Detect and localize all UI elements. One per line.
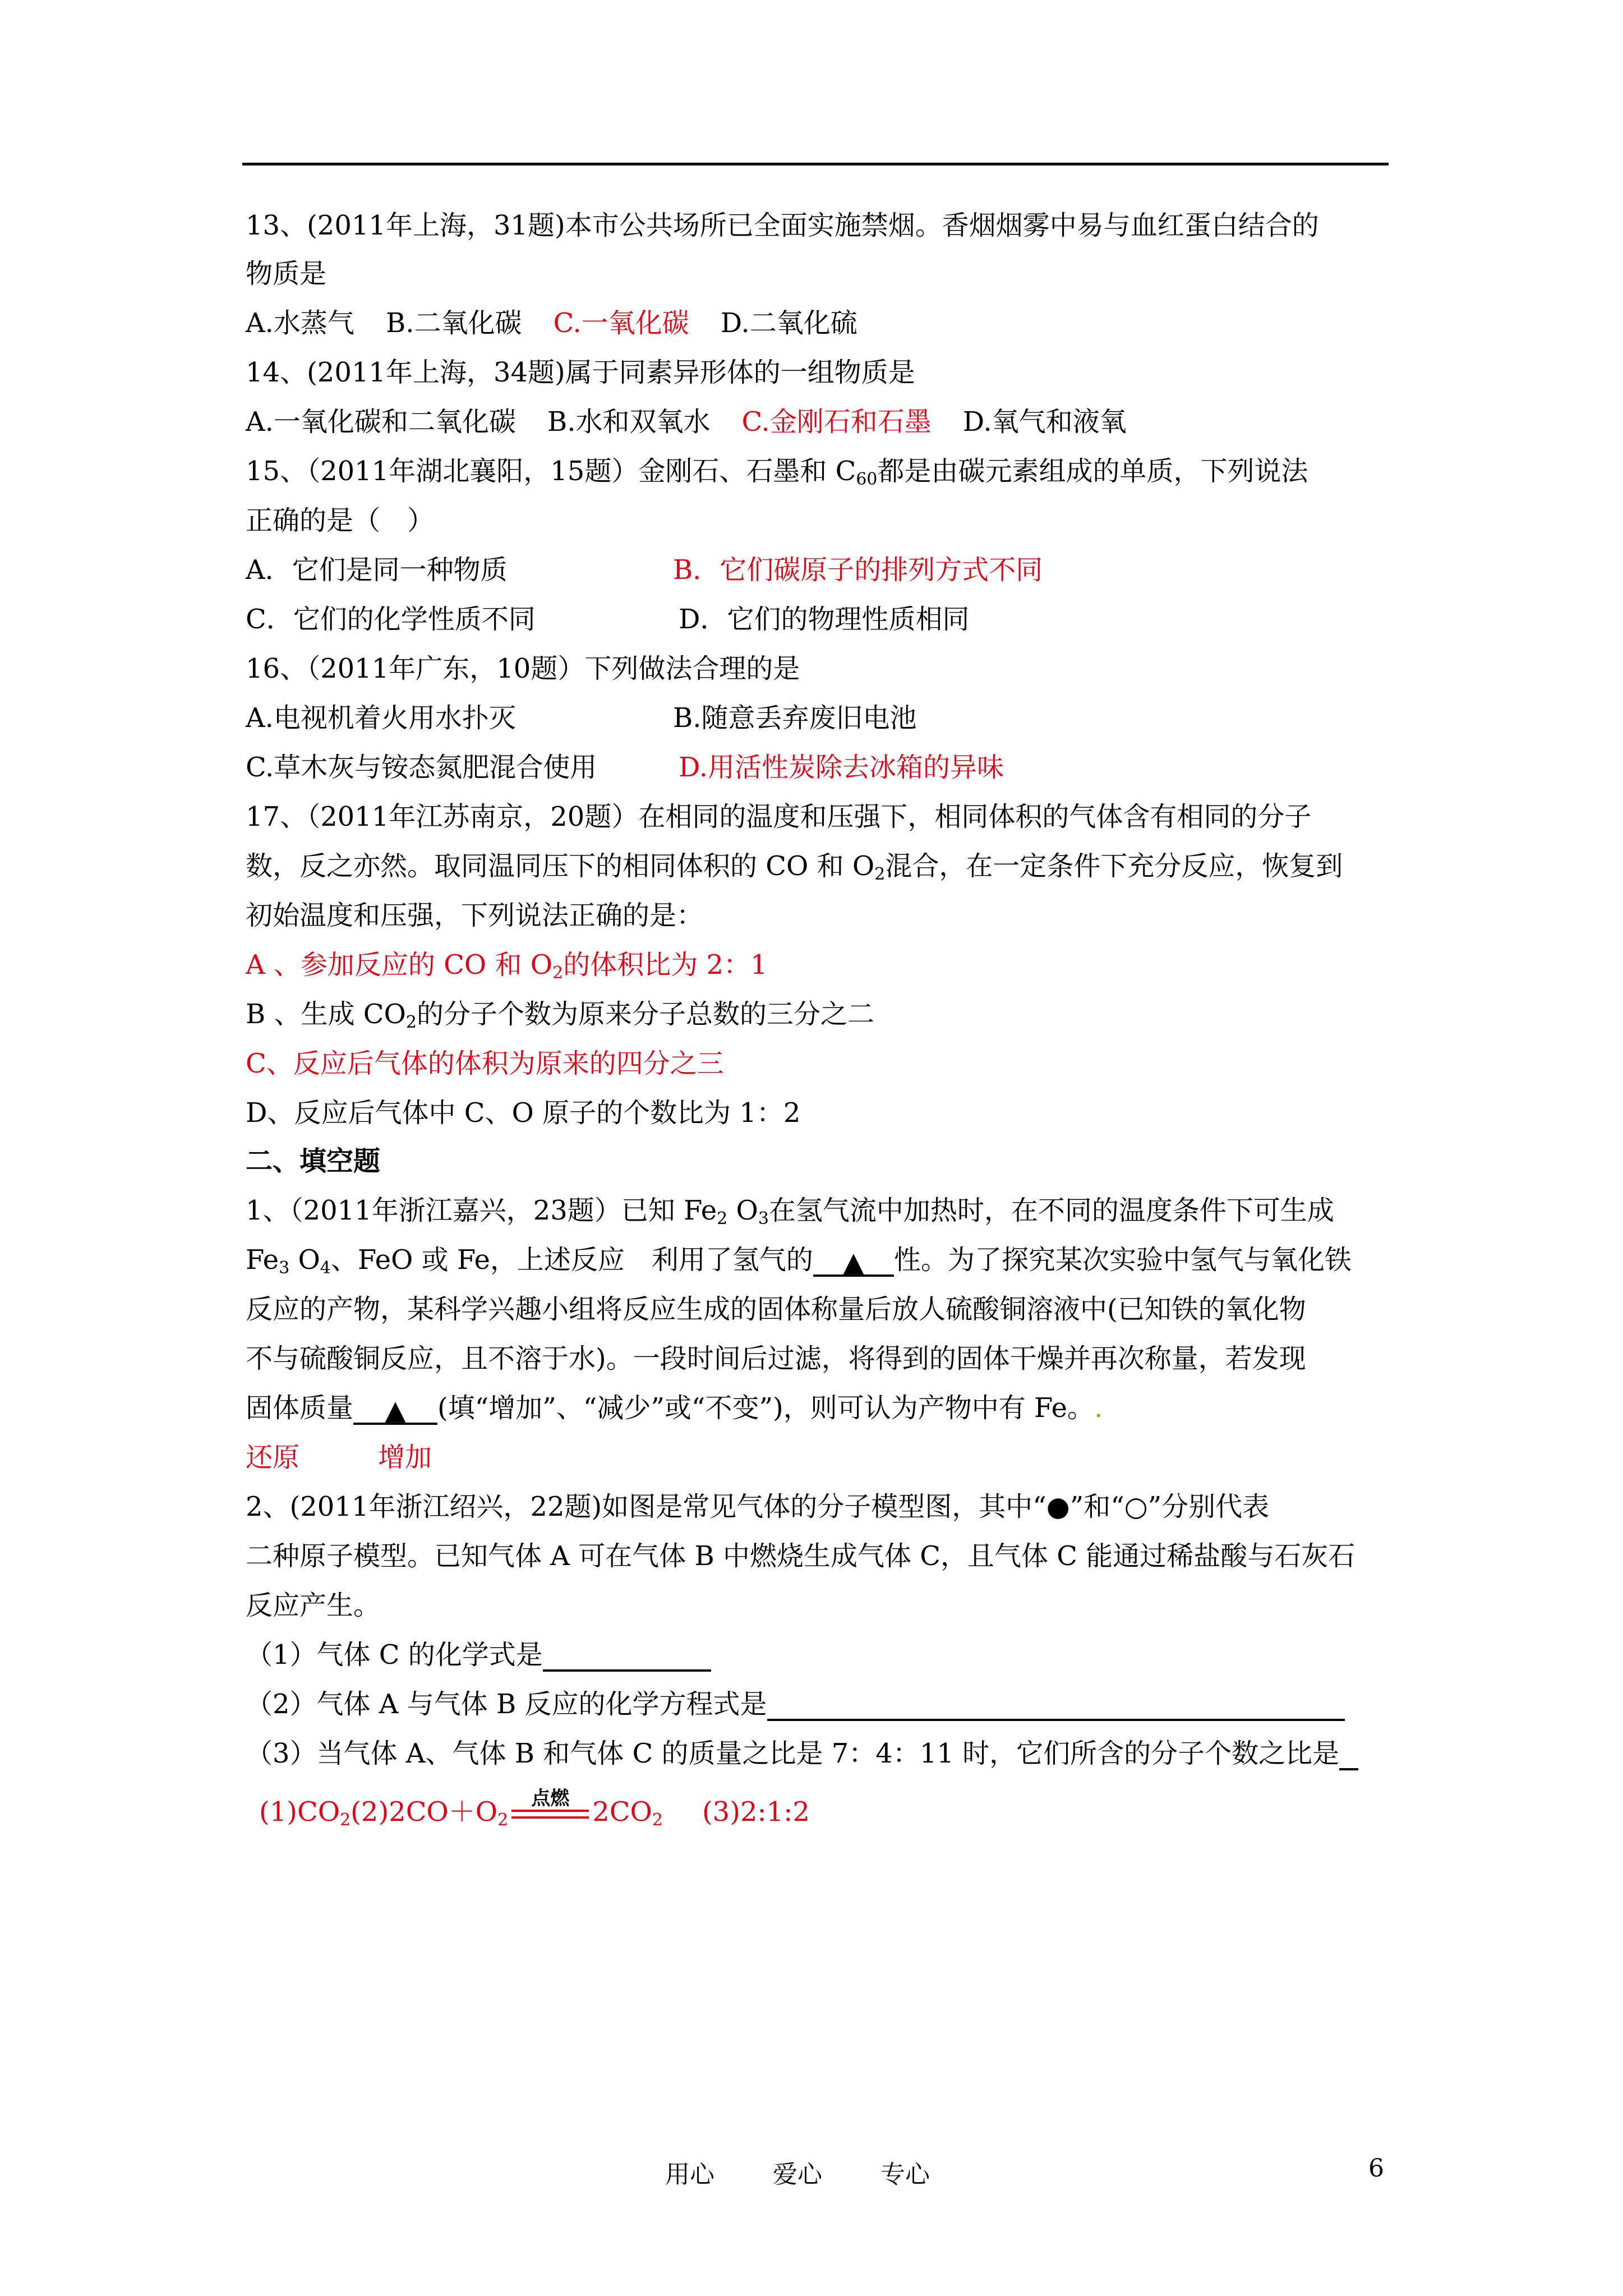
f1-blank-2: ▲: [353, 1393, 437, 1425]
footer-text-1: 用心: [665, 2160, 714, 2189]
q17-option-a-text-b: 的体积比为 2：1: [563, 949, 768, 981]
footer-motto: [665, 2154, 930, 2190]
q17-subscript: 2: [874, 864, 886, 884]
f2-sub2-text: （2）气体 A 与气体 B 反应的化学方程式是: [246, 1688, 767, 1720]
q17-option-b-text-b: 的分子个数为原来分子总数的三分之二: [416, 999, 874, 1030]
f2-answer-3: (3)2:1:2: [702, 1796, 810, 1828]
q13-options: [246, 306, 857, 343]
f1-line2-sub2: 4: [320, 1258, 331, 1278]
footer-text-3: 专心: [880, 2160, 930, 2189]
q14-option-a: A.一氧化碳和二氧化碳: [246, 406, 516, 438]
f1-line2-text-b: O: [289, 1244, 320, 1276]
f2-sub1-text: （1）气体 C 的化学式是: [246, 1639, 543, 1671]
f1-line5: [246, 1391, 1103, 1428]
f1-line2-sub1: 3: [279, 1258, 290, 1278]
f1-line1-text-b: O: [727, 1195, 758, 1226]
q17-option-b-text-a: B 、生成 CO: [246, 999, 406, 1030]
q17-stem-line1: 17、（2011年江苏南京，20题）在相同的温度和压强下，相同体积的气体含有相同的分子: [246, 801, 1312, 832]
f1-stray-dot: .: [1094, 1392, 1103, 1424]
q17-option-a-subscript: 2: [552, 963, 564, 983]
q13-stem-line1: 13、(2011年上海，31题)本市公共场所已全面实施禁烟。香烟烟雾中易与血红蛋白结合的: [246, 210, 1319, 241]
f1-line1-text-a: 1、（2011年浙江嘉兴，23题）已知 Fe: [246, 1195, 717, 1226]
q13-option-b: B.二氧化碳: [385, 307, 522, 339]
f1-line2-text-c: 、FeO 或 Fe，上述反应 利用了氢气的: [330, 1244, 813, 1276]
f2-line3: 反应产生。: [246, 1590, 381, 1621]
f1-answer-1: 还原: [246, 1442, 300, 1473]
f1-line2-text-d: 性。为了探究某次实验中氢气与氧化铁: [893, 1244, 1352, 1276]
q17-option-c-answer: C、反应后气体的体积为原来的四分之三: [246, 1048, 724, 1079]
f2-answer-2-rhs: 2CO: [592, 1796, 652, 1828]
f2-answer-2-lhs-sub: 2: [497, 1810, 509, 1830]
section-heading: 二、填空题: [246, 1145, 381, 1177]
f1-line3: 反应的产物，某科学兴趣小组将反应生成的固体称量后放人硫酸铜溶液中(已知铁的氧化物: [246, 1294, 1306, 1325]
q15-stem-text-a: 15、（2011年湖北襄阳，15题）金刚石、石墨和 C: [246, 455, 856, 487]
f1-line1: [246, 1194, 1334, 1231]
header-rule: [242, 163, 1389, 165]
f2-answers: [259, 1787, 810, 1832]
q16-stem: 16、（2011年广东，10题）下列做法合理的是: [246, 653, 800, 684]
page-number: 6: [1368, 2154, 1384, 2183]
f2-blank-2: [767, 1690, 1345, 1721]
f2-answer-2-rhs-sub: 2: [652, 1810, 663, 1830]
q13-option-c-answer: C.一氧化碳: [553, 307, 689, 339]
f1-blank-1: ▲: [813, 1245, 894, 1277]
f1-answers: [246, 1441, 432, 1478]
q14-options: [246, 405, 1127, 442]
f2-blank-1: [543, 1640, 711, 1672]
q17-option-a-answer: [246, 948, 768, 985]
equals-bar-top: [511, 1810, 589, 1812]
q15-option-b-answer: B．它们碳原子的排列方式不同: [673, 554, 1043, 586]
q15-option-c: C．它们的化学性质不同: [246, 604, 536, 635]
q17-option-d: D、反应后气体中 C、O 原子的个数比为 1：2: [246, 1097, 801, 1129]
q15-option-d: D．它们的物理性质相同: [679, 604, 970, 635]
f1-answer-2: 增加: [378, 1442, 432, 1473]
q15-subscript: 60: [856, 470, 878, 489]
f2-answer-2-lhs: (2)2CO＋O: [351, 1796, 498, 1828]
q16-option-a: A.电视机着火用水扑灭: [246, 702, 516, 734]
f2-answer-1: (1)CO: [259, 1796, 340, 1828]
q16-option-b: B.随意丢弃废旧电池: [673, 702, 917, 734]
q17-stem-line2: [246, 849, 1343, 886]
q16-option-d-answer: D.用活性炭除去冰箱的异味: [679, 752, 1004, 783]
reaction-condition-label: 点燃: [531, 1787, 570, 1810]
q16-option-c: C.草木灰与铵态氮肥混合使用: [246, 752, 597, 783]
footer-text-2: 爱心: [773, 2160, 822, 2189]
f2-line1: 2、(2011年浙江绍兴，22题)如图是常见气体的分子模型图，其中“●”和“○”分别代表: [246, 1491, 1270, 1522]
f1-line1-sub1: 2: [717, 1209, 728, 1228]
q15-stem-line2: 正确的是（ ）: [246, 505, 435, 536]
q13-option-a: A.水蒸气: [246, 307, 354, 339]
f2-answer-1-sub: 2: [340, 1810, 351, 1830]
equals-bar-bottom: [511, 1816, 589, 1819]
q17-stem-line3: 初始温度和压强，下列说法正确的是：: [246, 900, 704, 931]
q17-option-b-subscript: 2: [405, 1013, 417, 1032]
reaction-condition-arrow: [508, 1787, 592, 1829]
f1-line4: 不与硫酸铜反应，且不溶于水)。一段时间后过滤，将得到的固体干燥并再次称量，若发现: [246, 1343, 1306, 1374]
q17-stem-text-b: 混合，在一定条件下充分反应，恢复到: [885, 850, 1343, 882]
f2-sub2: [246, 1687, 1345, 1724]
f2-sub1: [246, 1638, 711, 1675]
q15-stem-line1: [246, 454, 1308, 491]
q13-option-d: D.二氧化硫: [720, 307, 857, 339]
f2-blank-3: [1339, 1739, 1358, 1770]
f2-sub3: [246, 1737, 1358, 1774]
f2-sub3-text: （3）当气体 A、气体 B 和气体 C 的质量之比是 7：4：11 时，它们所含的分子个数之比是: [246, 1738, 1340, 1769]
q15-option-a: A．它们是同一种物质: [246, 554, 508, 586]
q13-stem-line2: 物质是: [246, 258, 327, 289]
q17-option-b: [246, 997, 874, 1034]
q14-option-b: B.水和双氧水: [547, 406, 711, 438]
q17-stem-text-a: 数，反之亦然。取同温同压下的相同体积的 CO 和 O: [246, 850, 875, 882]
q14-stem: 14、(2011年上海，34题)属于同素异形体的一组物质是: [246, 357, 915, 388]
q14-option-c-answer: C.金刚石和石墨: [741, 406, 932, 438]
f2-line2: 二种原子模型。已知气体 A 可在气体 B 中燃烧生成气体 C，且气体 C 能通过稀盐酸与石灰石: [246, 1540, 1355, 1572]
f1-line5-text-a: 固体质量: [246, 1392, 354, 1424]
f1-line5-text-b: (填“增加”、“减少”或“不变”)，则可认为产物中有 Fe。: [437, 1392, 1095, 1424]
q14-option-d: D.氧气和液氧: [962, 406, 1127, 438]
f1-line2-text-a: Fe: [246, 1244, 279, 1276]
f1-line2: [246, 1243, 1352, 1280]
f1-line1-sub2: 3: [758, 1209, 769, 1228]
q17-option-a-text-a: A 、参加反应的 CO 和 O: [246, 949, 553, 981]
f1-line1-text-c: 在氢气流中加热时，在不同的温度条件下可生成: [768, 1195, 1334, 1226]
q15-stem-text-b: 都是由碳元素组成的单质，下列说法: [877, 455, 1308, 487]
